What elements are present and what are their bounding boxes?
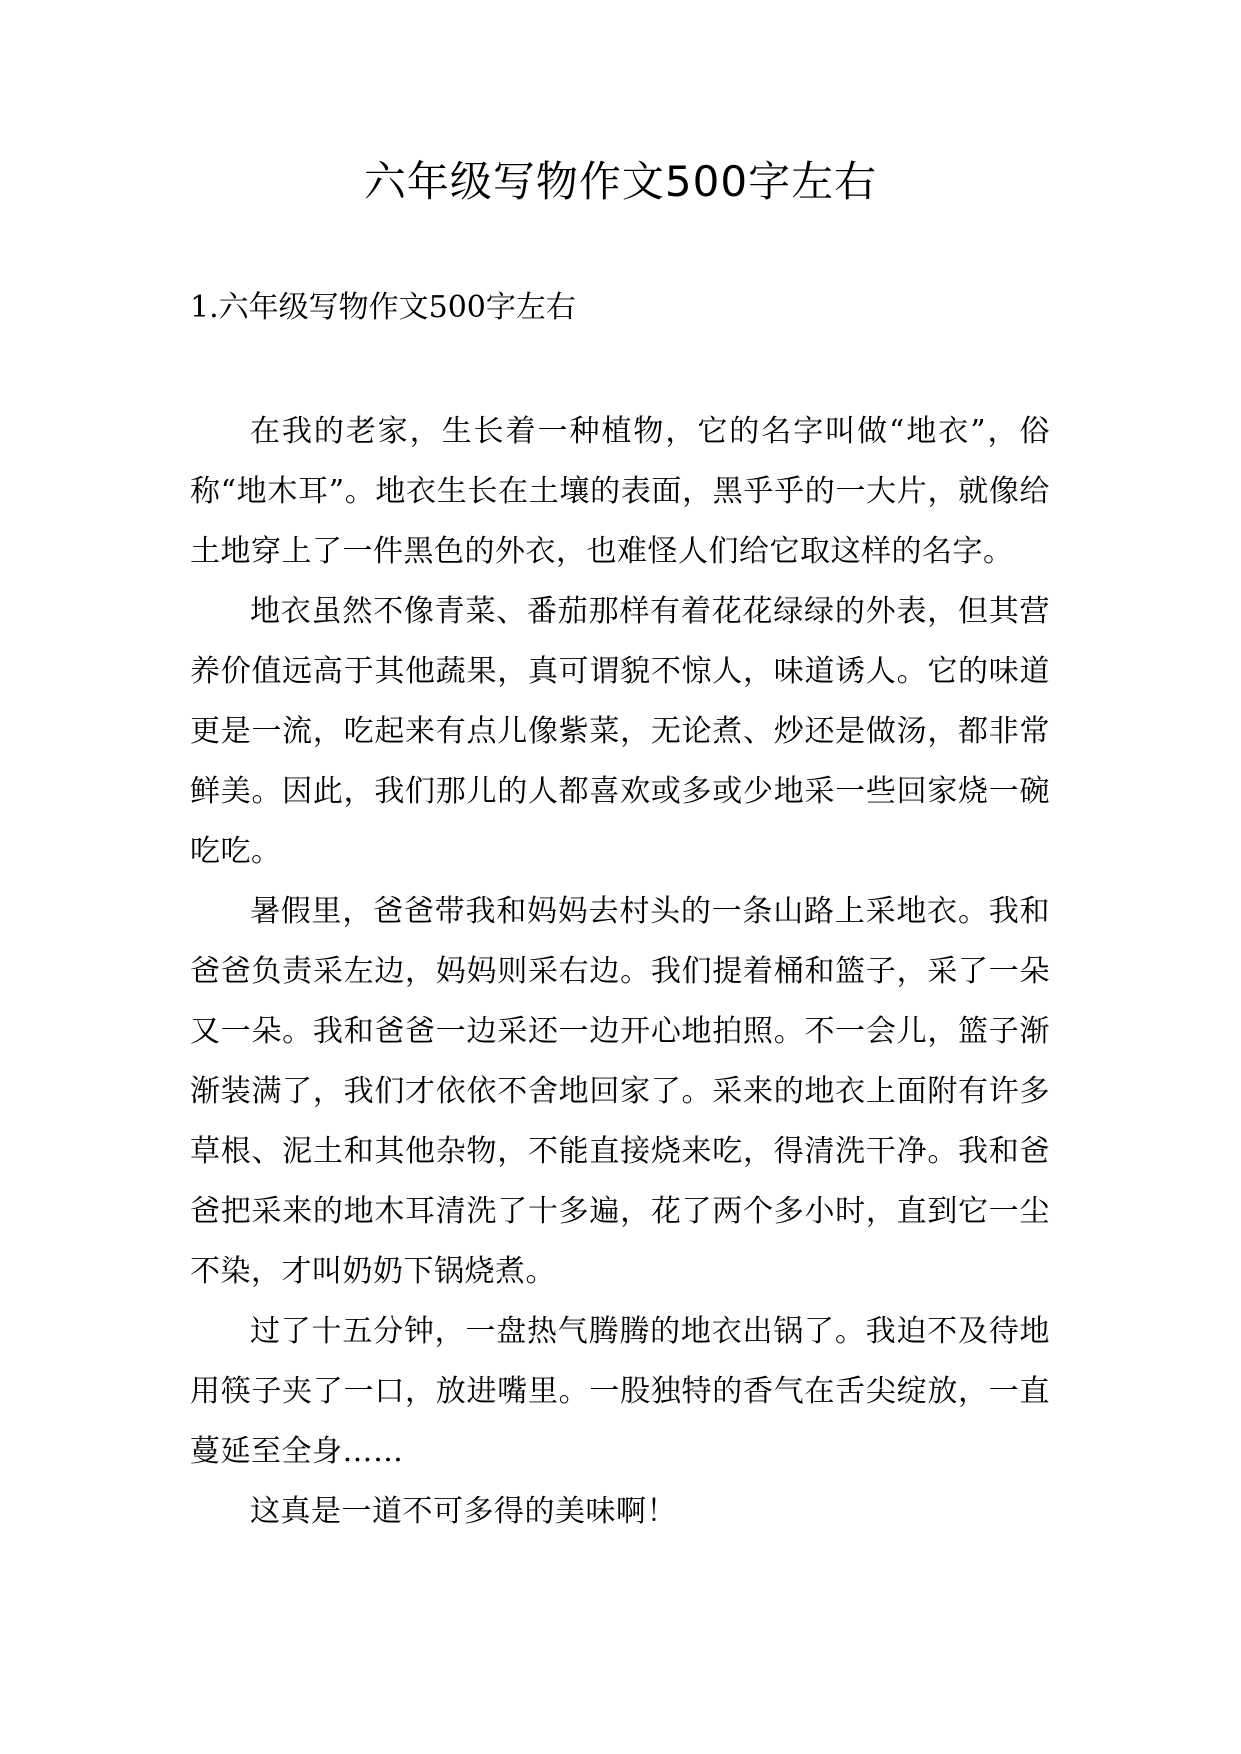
essay-body (190, 402, 1050, 1542)
paragraph-1: 在我的老家，生长着一种植物，它的名字叫做“地衣”，俗称“地木耳”。地衣生长在土壤的表面，黑乎乎的一大片，就像给土地穿上了一件黑色的外衣，也难怪人们给它取这样的名字。 (190, 414, 1050, 569)
document-title: 六年级写物作文500字左右 (363, 157, 878, 206)
paragraph-5: 这真是一道不可多得的美味啊！ (250, 1494, 677, 1529)
paragraph-3: 暑假里，爸爸带我和妈妈去村头的一条山路上采地衣。我和爸爸负责采左边，妈妈则采右边。我们提着桶和篮子，采了一朵又一朵。我和爸爸一边采还一边开心地拍照。不一会儿，篮子渐渐装满了，我们才依依不舍地回家了。采来的地衣上面附有许多草根、泥土和其他杂物，不能直接烧来吃，得清洗干净。我和爸爸把采来的地木耳清洗了十多遍，花了两个多小时，直到它一尘不染，才叫奶奶下锅烧煮。 (190, 894, 1050, 1289)
paragraph-4: 过了十五分钟，一盘热气腾腾的地衣出锅了。我迫不及待地用筷子夹了一口，放进嘴里。一股独特的香气在舌尖绽放，一直蔓延至全身…… (190, 1314, 1050, 1469)
paragraph-2: 地衣虽然不像青菜、番茄那样有着花花绿绿的外表，但其营养价值远高于其他蔬果，真可谓貌不惊人，味道诱人。它的味道更是一流，吃起来有点儿像紫菜，无论煮、炒还是做汤，都非常鲜美。因此，我们那儿的人都喜欢或多或少地采一些回家烧一碗吃吃。 (190, 594, 1050, 869)
section-heading: 1.六年级写物作文500字左右 (190, 290, 576, 325)
